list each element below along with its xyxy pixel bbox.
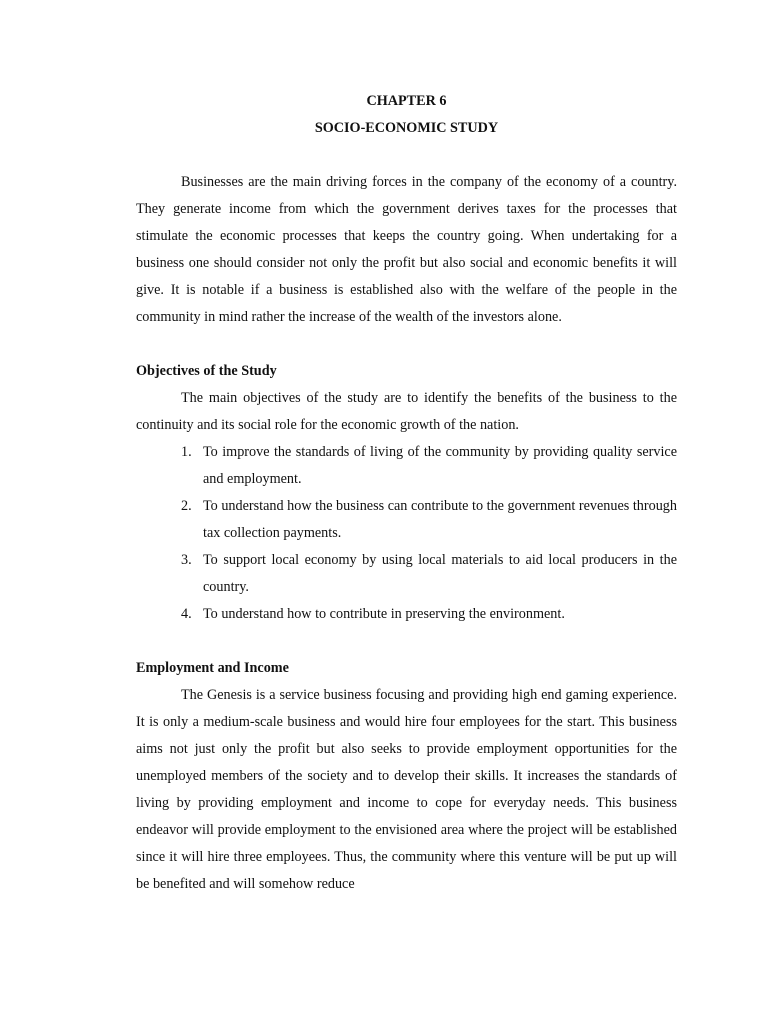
list-number: 2. (181, 498, 192, 514)
objectives-intro: The main objectives of the study are to identify the benefits of the business to the continuity and its social role for the economic growth of the nation. (136, 390, 677, 433)
document-page (136, 88, 677, 898)
intro-paragraph: Businesses are the main driving forces in the company of the economy of a country. They generate income from which the government derives taxes for the processes that stimulate the economic processes that keeps the country going. When undertaking for a business one should consider not only the profit but also social and economic benefits it will give. It is notable if a business is established also with the welfare of the people in the community in mind rather the increase of the wealth of the investors alone. (136, 174, 677, 325)
spacer (136, 628, 677, 655)
list-text: To understand how the business can contribute to the government revenues through tax collection payments. (203, 498, 677, 541)
spacer (136, 142, 677, 169)
list-number: 4. (181, 606, 192, 622)
chapter-title: SOCIO-ECONOMIC STUDY (314, 120, 499, 136)
list-number: 1. (181, 444, 192, 460)
list-item (136, 439, 677, 493)
list-text: To improve the standards of living of the community by providing quality service and employment. (203, 444, 677, 487)
spacer (136, 331, 677, 358)
chapter-number: CHAPTER 6 (366, 93, 447, 109)
list-item (136, 493, 677, 547)
list-text: To support local economy by using local materials to aid local producers in the country. (203, 552, 677, 595)
objectives-heading: Objectives of the Study (136, 363, 277, 379)
list-text: To understand how to contribute in preserving the environment. (203, 606, 565, 622)
list-item (136, 601, 677, 628)
list-item (136, 547, 677, 601)
employment-paragraph: The Genesis is a service business focusing and providing high end gaming experience. It is only a medium-scale business and would hire four employees for the start. This business aims not just only the profit but also seeks to provide employment opportunities for the unemployed members of the society and to develop their skills. It increases the standards of living by providing employment and income to cope for everyday needs. This business endeavor will provide employment to the envisioned area where the project will be established since it will hire three employees. Thus, the community where this venture will be put up will be benefited and will somehow reduce (136, 687, 677, 892)
employment-heading: Employment and Income (136, 660, 289, 676)
list-number: 3. (181, 552, 192, 568)
objectives-list (136, 439, 677, 628)
